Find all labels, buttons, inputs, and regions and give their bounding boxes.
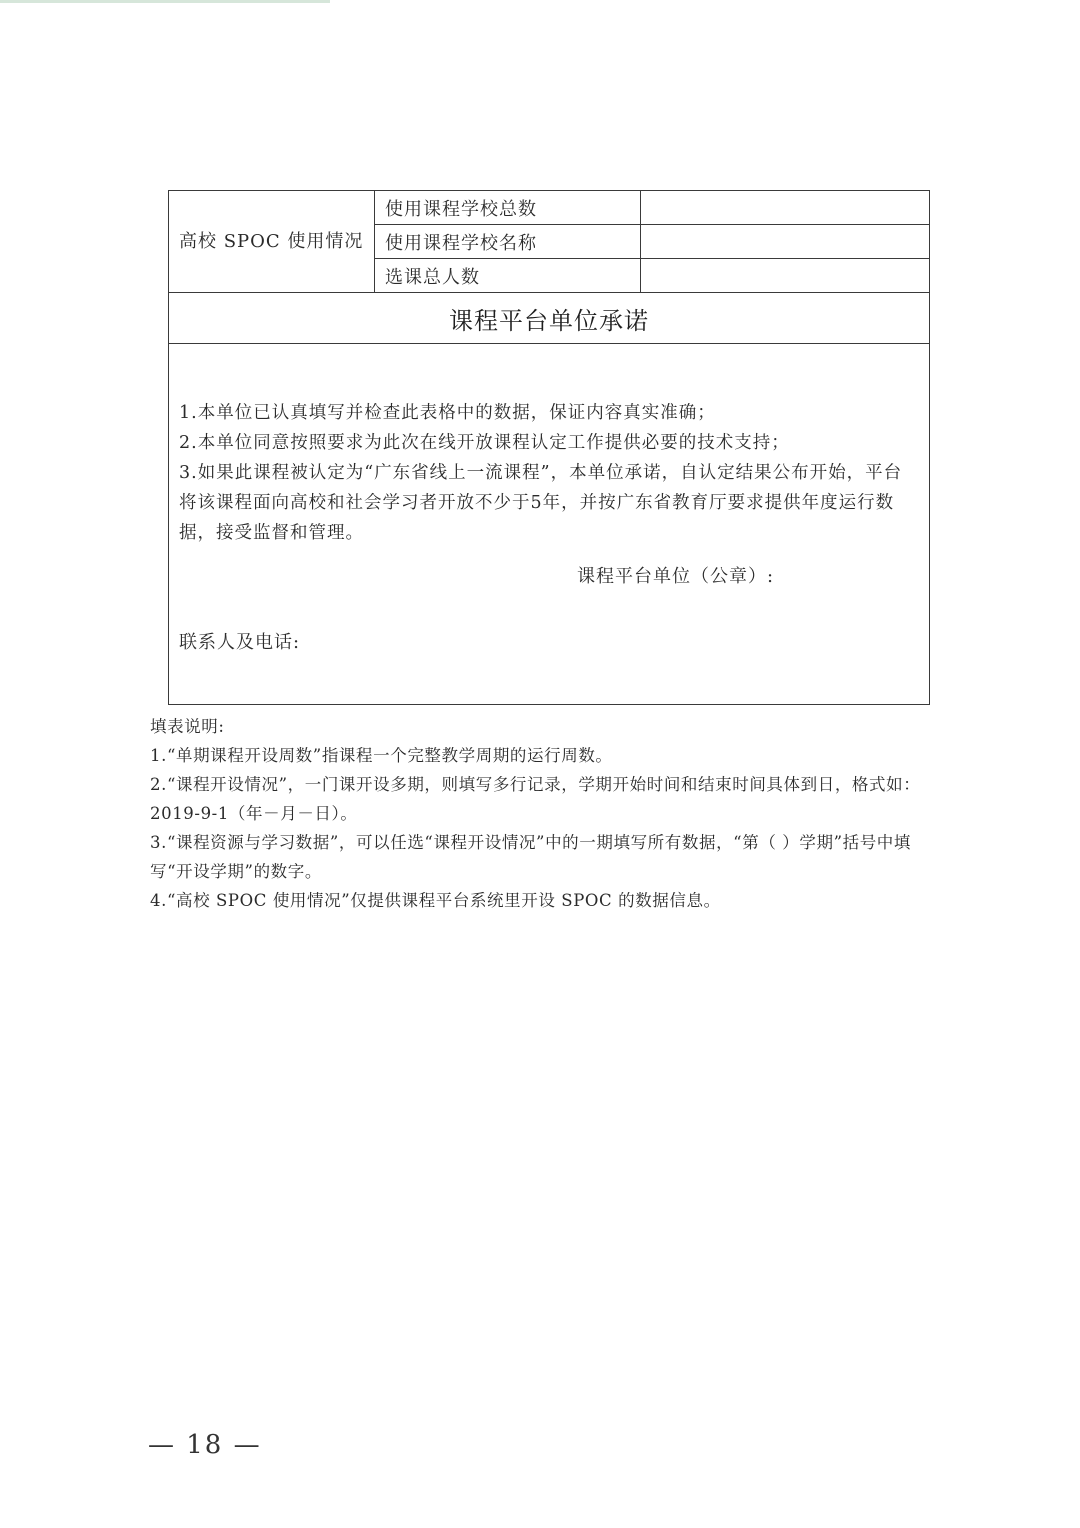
pledge-list: [179, 398, 917, 548]
contact-label: 联系人及电话:: [179, 632, 301, 653]
spoc-pledge-table: [168, 190, 930, 705]
table-row: [169, 191, 930, 225]
notes-heading: 填表说明:: [150, 717, 225, 736]
spoc-usage-label: 高校 SPOC 使用情况: [169, 191, 375, 293]
pledge-title: 课程平台单位承诺: [169, 293, 930, 344]
table-row: [169, 344, 930, 705]
pledge-body: [169, 344, 930, 705]
enrollment-total-value[interactable]: [641, 259, 930, 293]
seal-label: 课程平台单位（公章）:: [577, 566, 775, 587]
school-names-label: 使用课程学校名称: [375, 225, 641, 259]
filling-instructions: [150, 712, 950, 915]
note-item: 2.“课程开设情况”，一门课开设多期，则填写多行记录，学期开始时间和结束时间具体到日，格式如：2019-9-1（年－月－日）。: [150, 775, 921, 823]
school-count-label: 使用课程学校总数: [375, 191, 641, 225]
note-item: 3.“课程资源与学习数据”，可以任选“课程开设情况”中的一期填写所有数据，“第（ ）学期”括号中填写“开设学期”的数字。: [150, 833, 911, 881]
note-item: 1.“单期课程开设周数”指课程一个完整教学周期的运行周数。: [150, 746, 613, 765]
school-count-value[interactable]: [641, 191, 930, 225]
pledge-item: 1.本单位已认真填写并检查此表格中的数据，保证内容真实准确；: [179, 403, 716, 423]
enrollment-total-label: 选课总人数: [375, 259, 641, 293]
school-names-value[interactable]: [641, 225, 930, 259]
top-edge-line: [0, 0, 330, 3]
table-row: [169, 293, 930, 344]
page-number: — 18 —: [148, 1430, 262, 1460]
note-item: 4.“高校 SPOC 使用情况”仅提供课程平台系统里开设 SPOC 的数据信息。: [150, 891, 721, 910]
pledge-item: 2.本单位同意按照要求为此次在线开放课程认定工作提供必要的技术支持；: [179, 433, 790, 453]
pledge-item: 3.如果此课程被认定为“广东省线上一流课程”，本单位承诺，自认定结果公布开始，平台将该课程面向高校和社会学习者开放不少于5年，并按广东省教育厅要求提供年度运行数据，接受监督和管理。: [179, 463, 903, 543]
